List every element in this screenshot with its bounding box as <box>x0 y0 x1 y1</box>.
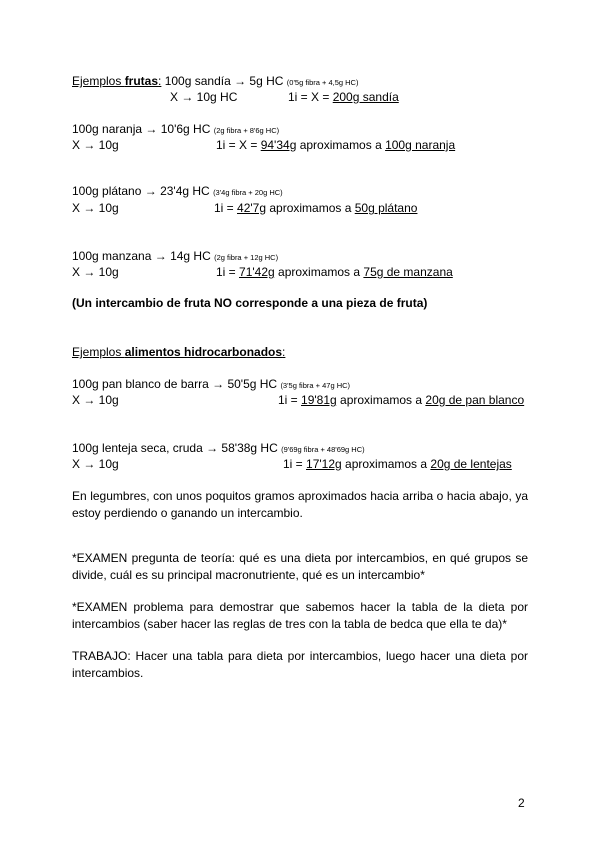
legumbres-paragraph: En legumbres, con unos poquitos gramos aproximados hacia arriba o hacia abajo, ya estoy perdiendo o ganando un intercambio. <box>72 489 528 520</box>
trabajo-paragraph: TRABAJO: Hacer una tabla para dieta por intercambios, luego hacer una dieta por intercambios. <box>72 649 528 680</box>
naranja-x: X → 10g <box>72 138 119 152</box>
pan-x: X → 10g <box>72 393 119 407</box>
page-number: 2 <box>518 796 525 810</box>
naranja-result: 1i = X = 94'34g aproximamos a 100g naranja <box>216 138 456 152</box>
lenteja-result: 1i = 17'12g aproximamos a 20g de lentejas <box>283 457 512 471</box>
sandia-x: X → 10g HC <box>170 90 238 104</box>
fruta-note: (Un intercambio de fruta NO corresponde a una pieza de fruta) <box>72 296 428 310</box>
lenteja-equation: 100g lenteja seca, cruda → 58'38g HC (9'69g fibra + 48'69g HC) <box>72 441 365 455</box>
platano-result: 1i = 42'7g aproximamos a 50g plátano <box>214 201 418 215</box>
manzana-x: X → 10g <box>72 265 119 279</box>
platano-equation: 100g plátano → 23'4g HC (3'4g fibra + 20g HC) <box>72 184 283 198</box>
frutas-heading-line <box>72 74 358 90</box>
lenteja-x: X → 10g <box>72 457 119 471</box>
sandia-equation: 100g sandía → 5g HC <box>161 74 287 88</box>
manzana-equation: 100g manzana → 14g HC (2g fibra + 12g HC) <box>72 249 279 263</box>
platano-x: X → 10g <box>72 201 119 215</box>
sandia-result: 1i = X = 200g sandía <box>288 90 399 104</box>
sandia-detail: (0'5g fibra + 4,5g HC) <box>286 78 359 87</box>
examen-problema-paragraph: *EXAMEN problema para demostrar que sabemos hacer la tabla de la dieta por intercambios (saber hacer las reglas de tres con la tabla de bedca que ella te da)* <box>72 600 528 631</box>
frutas-heading: Ejemplos frutas: <box>72 74 162 88</box>
pan-result: 1i = 19'81g aproximamos a 20g de pan blanco <box>278 393 525 407</box>
examen-teoria-paragraph: *EXAMEN pregunta de teoría: qué es una dieta por intercambios, en qué grupos se divide, cuál es su principal macronutriente, qué es un intercambio* <box>72 551 528 582</box>
naranja-equation: 100g naranja → 10'6g HC (2g fibra + 8'6g HC) <box>72 122 280 136</box>
pan-equation: 100g pan blanco de barra → 50'5g HC (3'5g fibra + 47g HC) <box>72 377 351 391</box>
hidrocarbonados-heading: Ejemplos alimentos hidrocarbonados: <box>72 345 286 359</box>
manzana-result: 1i = 71'42g aproximamos a 75g de manzana <box>216 265 453 279</box>
